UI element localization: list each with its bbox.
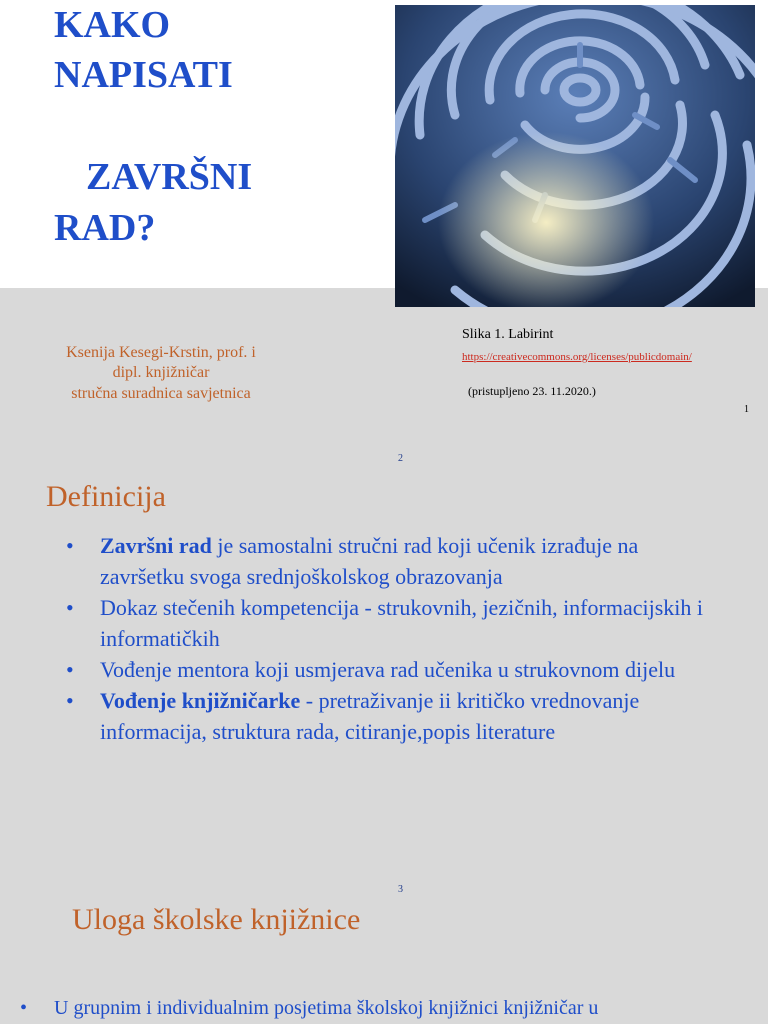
library-role-heading: Uloga školske knjižnice	[72, 903, 361, 936]
title-line-1: KAKO	[54, 4, 171, 46]
bullet-icon: •	[66, 533, 74, 558]
list-item-text: Dokaz stečenih kompetencija - strukovnih, jezičnih, informacijskih i informatičkih	[100, 595, 703, 651]
title-line-4: RAD?	[54, 207, 156, 249]
list-item	[20, 994, 760, 1022]
labyrinth-image	[395, 5, 755, 307]
title-line-2: NAPISATI	[54, 54, 233, 96]
library-role-list	[20, 994, 760, 1022]
page-number-1: 1	[744, 404, 749, 415]
list-item-text: U grupnim i individualnim posjetima školskoj knjižnici knjižničar u	[54, 997, 599, 1019]
author-line-2: dipl. knjižničar	[112, 364, 210, 382]
list-item-text: Vođenje mentora koji usmjerava rad učenika u strukovnom dijelu	[100, 657, 676, 682]
list-item	[66, 530, 726, 592]
definition-list	[66, 530, 726, 747]
image-access-date: (pristupljeno 23. 11.2020.)	[468, 384, 596, 398]
page-number-3: 3	[398, 884, 403, 895]
bullet-icon: •	[66, 657, 74, 682]
list-item	[66, 592, 726, 654]
list-item	[66, 654, 726, 685]
bullet-icon: •	[66, 595, 74, 620]
list-item-text: - pretraživanje ii kritičko vrednovanje informacija, struktura rada, citiranje,popis literature	[100, 688, 640, 744]
list-item-text: je samostalni stručni rad koji učenik izrađuje na završetku svoga srednjoškolskog obrazovanja	[100, 533, 639, 589]
image-caption-title: Slika 1. Labirint	[462, 327, 554, 342]
list-item	[66, 685, 726, 747]
author-block	[20, 343, 302, 404]
bullet-icon: •	[20, 997, 28, 1019]
definition-heading: Definicija	[46, 480, 166, 513]
title-line-3: ZAVRŠNI	[86, 156, 253, 198]
bullet-icon: •	[66, 688, 74, 713]
author-line-1: Ksenija Kesegi-Krstin, prof. i	[66, 344, 256, 361]
list-item-bold: Završni rad	[100, 533, 212, 558]
page-number-2: 2	[398, 453, 403, 464]
list-item-bold: Vođenje knjižničarke	[100, 688, 301, 713]
image-source-link[interactable]: https://creativecommons.org/licenses/publicdomain/	[462, 351, 692, 363]
author-line-3: stručna suradnica savjetnica	[71, 384, 251, 402]
